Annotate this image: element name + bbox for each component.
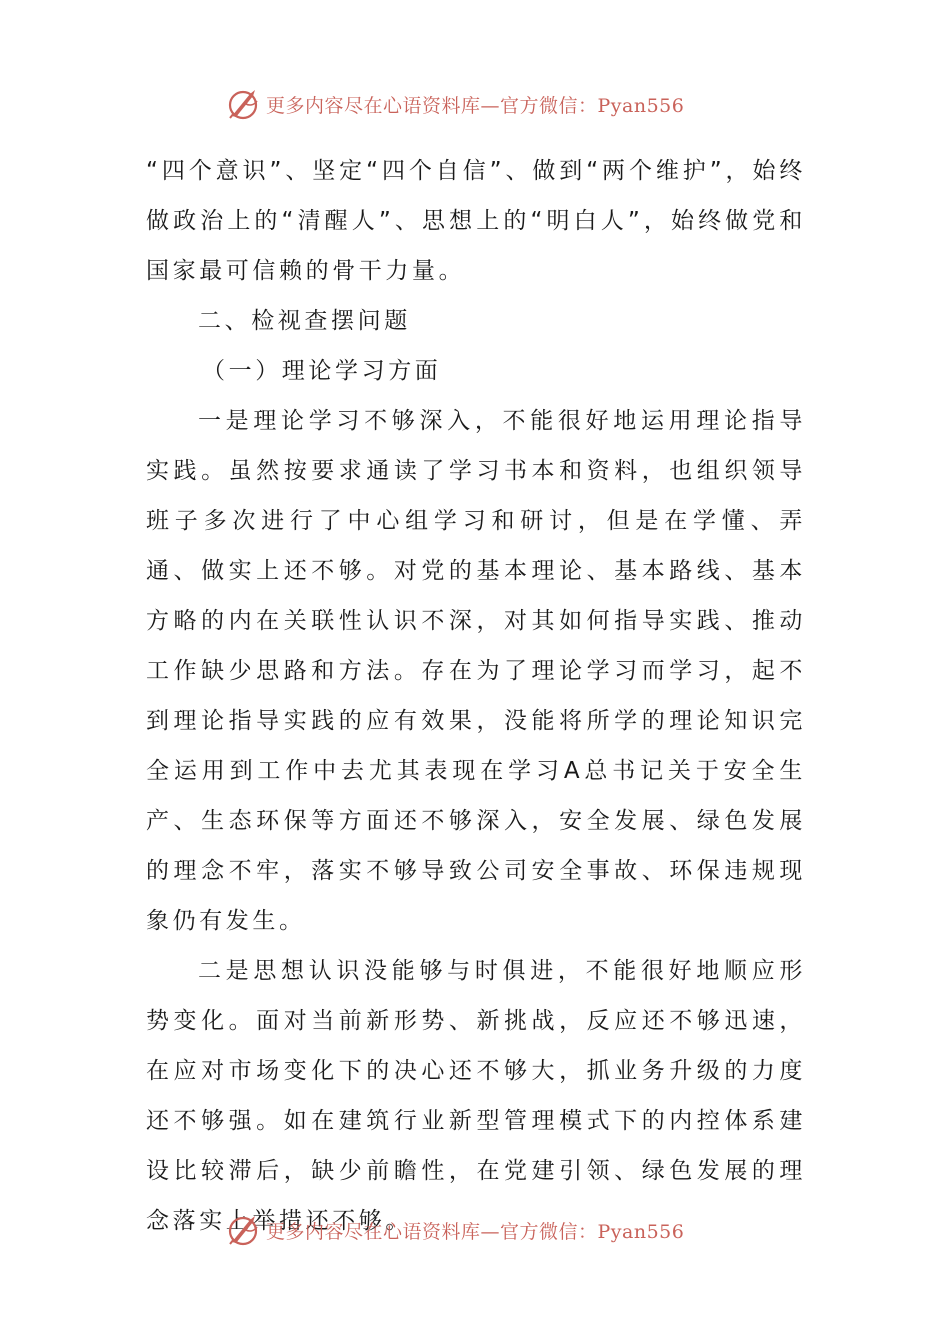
pen-in-circle-icon (226, 1212, 262, 1248)
header-banner (226, 84, 746, 124)
paragraph-thinking-awareness: 二是思想认识没能够与时俱进，不能很好地顺应形势变化。面对当前新形势、新挑战，反应还不够迅速，在应对市场变化下的决心还不够大，抓业务升级的力度还不够强。如在建筑行业新型管理模式下的内控体系建设比较滞后，缺少前瞻性，在党建引领、绿色发展的理念落实上举措还不够。 (146, 958, 806, 1234)
paragraph-continuation: “四个意识”、坚定“四个自信”、做到“两个维护”，始终做政治上的“清醒人”、思想上的“明白人”，始终做党和国家最可信赖的骨干力量。 (146, 158, 806, 284)
paragraph-theory-study: 一是理论学习不够深入，不能很好地运用理论指导实践。虽然按要求通读了学习书本和资料，也组织领导班子多次进行了中心组学习和研讨，但是在学懂、弄通、做实上还不够。对党的基本理论、基本路线、基本方略的内在关联性认识不深，对其如何指导实践、推动工作缺少思路和方法。存在为了理论学习而学习，起不到理论指导实践的应有效果，没能将所学的理论知识完全运用到工作中去尤其表现在学习A总书记关于安全生产、生态环保等方面还不够深入，安全发展、绿色发展的理念不牢，落实不够导致公司安全事故、环保违规现象仍有发生。 (146, 408, 806, 934)
section-heading: 二、检视查摆问题 (198, 308, 411, 334)
footer-banner (226, 1210, 746, 1250)
subsection-heading: （一）理论学习方面 (202, 358, 442, 384)
pen-in-circle-icon (226, 86, 262, 122)
header-banner-text: 更多内容尽在心语资料库—官方微信：Pyan556 (266, 94, 685, 117)
footer-banner-text: 更多内容尽在心语资料库—官方微信：Pyan556 (266, 1220, 685, 1243)
document-body (146, 146, 806, 1246)
